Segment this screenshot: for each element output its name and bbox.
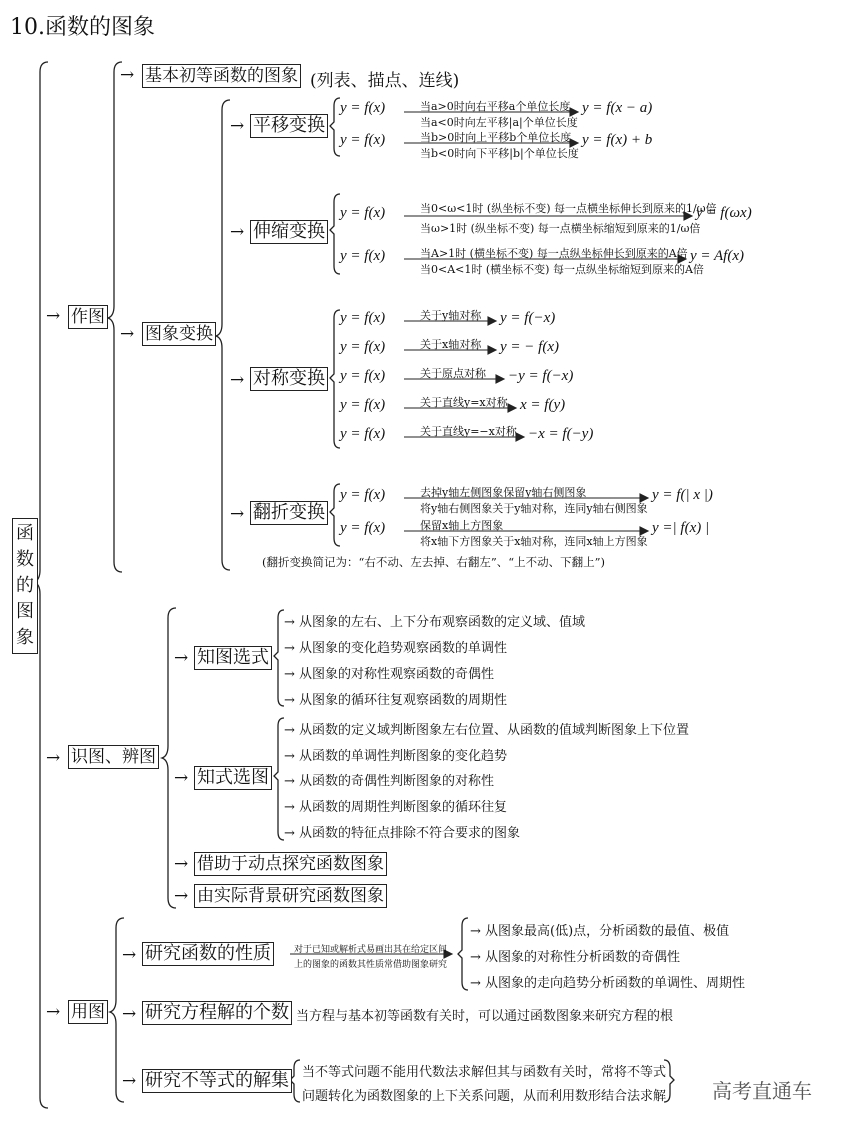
root-node: 函数的图象 — [12, 518, 38, 654]
fanzhe-top-2: 保留x轴上方图象 — [420, 519, 504, 532]
fanzhe-lhs-2: y = f(x) — [340, 520, 386, 536]
duicheng-lhs-1: y = f(x) — [340, 310, 386, 326]
zhitu-item-3: → 从图象的对称性观察函数的奇偶性 — [284, 667, 495, 682]
node-fangcheng: 研究方程解的个数 — [142, 1001, 292, 1025]
page-title: 10.函数的图象 — [10, 15, 155, 40]
node-flip: 翻折变换 — [250, 501, 328, 525]
duicheng-rhs-3: −y = f(−x) — [508, 368, 574, 384]
pingyi-top-2: 当b>0时向上平移b个单位长度 — [420, 131, 572, 144]
shensuo-top-1: 当0<ω<1时 (纵坐标不变) 每一点横坐标伸长到原来的1/ω倍 — [420, 202, 717, 215]
node-shitu: 识图、辨图 — [68, 745, 159, 769]
node-zhishi: 知式选图 — [194, 766, 272, 790]
duicheng-cond-5: 关于直线y=−x对称 — [420, 425, 517, 438]
duicheng-lhs-5: y = f(x) — [340, 426, 386, 442]
node-yongtu: 用图 — [68, 1000, 108, 1024]
pingyi-top-1: 当a>0时向右平移a个单位长度 — [420, 100, 571, 113]
shensuo-bot-2: 当0<A<1时 (横坐标不变) 每一点纵坐标缩短到原来的A倍 — [420, 263, 704, 276]
xingzhi-item-1: → 从图象最高(低)点，分析函数的最值、极值 — [470, 924, 730, 939]
node-scaling: 伸缩变换 — [250, 220, 328, 244]
pingyi-bot-1: 当a<0时向左平移|a|个单位长度 — [420, 116, 578, 129]
fanzhe-top-1: 去掉y轴左侧图象保留y轴右侧图象 — [420, 486, 587, 499]
duicheng-rhs-4: x = f(y) — [520, 397, 566, 413]
shensuo-top-2: 当A>1时 (横坐标不变) 每一点纵坐标伸长到原来的A倍 — [420, 247, 688, 260]
node-zhitu: 知图选式 — [194, 646, 272, 670]
zhitu-item-4: → 从图象的循环往复观察函数的周期性 — [284, 693, 508, 708]
fanzhe-rhs-1: y = f(| x |) — [652, 487, 713, 503]
fanzhe-rhs-2: y =| f(x) | — [652, 520, 710, 536]
shensuo-rhs-2: y = Af(x) — [690, 248, 744, 264]
xingzhi-note-1: 对于已知或解析式易画出其在给定区间 — [294, 945, 448, 955]
duicheng-cond-3: 关于原点对称 — [420, 367, 486, 380]
duicheng-cond-1: 关于y轴对称 — [420, 309, 482, 322]
node-dongdian: 借助于动点探究函数图象 — [194, 852, 387, 876]
node-basic-functions: 基本初等函数的图象 — [142, 64, 301, 88]
watermark-text: 高考直通车 — [712, 1079, 812, 1103]
duicheng-cond-2: 关于x轴对称 — [420, 338, 482, 351]
zhishi-item-4: → 从函数的周期性判断图象的循环往复 — [284, 800, 508, 815]
shensuo-bot-1: 当ω>1时 (纵坐标不变) 每一点横坐标缩短到原来的1/ω倍 — [420, 222, 701, 235]
fanzhe-bot-1: 将y轴右侧图象关于y轴对称，连同y轴右侧图象 — [420, 502, 648, 515]
pingyi-bot-2: 当b<0时向下平移|b|个单位长度 — [420, 147, 579, 160]
pingyi-lhs-1: y = f(x) — [340, 100, 386, 116]
zhitu-item-2: → 从图象的变化趋势观察函数的单调性 — [284, 641, 508, 656]
zhishi-item-1: → 从函数的定义域判断图象左右位置、从函数的值域判断图象上下位置 — [284, 723, 690, 738]
xingzhi-item-3: → 从图象的走向趋势分析函数的单调性、周期性 — [470, 976, 746, 991]
duicheng-rhs-2: y = − f(x) — [500, 339, 559, 355]
node-xingzhi: 研究函数的性质 — [142, 942, 274, 966]
zhitu-item-1: → 从图象的左右、上下分布观察函数的定义域、值域 — [284, 615, 586, 630]
flip-mnemonic-note: (翻折变换简记为：“右不动、左去掉、右翻左”、“上不动、下翻上”) — [262, 555, 605, 569]
pingyi-rhs-1: y = f(x − a) — [582, 100, 653, 116]
basic-note: (列表、描点、连线) — [310, 71, 460, 91]
duicheng-lhs-4: y = f(x) — [340, 397, 386, 413]
shensuo-lhs-1: y = f(x) — [340, 205, 386, 221]
duicheng-lhs-3: y = f(x) — [340, 368, 386, 384]
node-budengshi: 研究不等式的解集 — [142, 1069, 292, 1093]
fanzhe-lhs-1: y = f(x) — [340, 487, 386, 503]
node-shiji: 由实际背景研究函数图象 — [194, 884, 387, 908]
xingzhi-note-2: 上的图象的函数其性质常借助图象研究 — [294, 960, 448, 970]
fanzhe-bot-2: 将x轴下方图象关于x轴对称，连同x轴上方图象 — [420, 535, 648, 548]
zhishi-item-5: → 从函数的特征点排除不符合要求的图象 — [284, 826, 521, 841]
zhishi-item-2: → 从函数的单调性判断图象的变化趋势 — [284, 749, 508, 764]
shensuo-rhs-1: y = f(ωx) — [696, 205, 752, 221]
shensuo-lhs-2: y = f(x) — [340, 248, 386, 264]
pingyi-lhs-2: y = f(x) — [340, 132, 386, 148]
pingyi-rhs-2: y = f(x) + b — [582, 132, 653, 148]
duicheng-rhs-5: −x = f(−y) — [528, 426, 594, 442]
duicheng-rhs-1: y = f(−x) — [500, 310, 556, 326]
duicheng-lhs-2: y = f(x) — [340, 339, 386, 355]
budengshi-note-2: 问题转化为函数图象的上下关系问题，从而利用数形结合法求解 — [302, 1089, 667, 1104]
node-translation: 平移变换 — [250, 114, 328, 138]
fangcheng-note: 当方程与基本初等函数有关时，可以通过函数图象来研究方程的根 — [296, 1009, 674, 1024]
zhishi-item-3: → 从函数的奇偶性判断图象的对称性 — [284, 774, 495, 789]
budengshi-note-1: 当不等式问题不能用代数法求解但其与函数有关时，常将不等式 — [302, 1065, 667, 1080]
duicheng-cond-4: 关于直线y=x对称 — [420, 396, 508, 409]
node-image-transform: 图象变换 — [142, 322, 216, 346]
node-zuotu: 作图 — [68, 305, 108, 329]
node-symmetry: 对称变换 — [250, 367, 328, 391]
xingzhi-item-2: → 从图象的对称性分析函数的奇偶性 — [470, 950, 681, 965]
